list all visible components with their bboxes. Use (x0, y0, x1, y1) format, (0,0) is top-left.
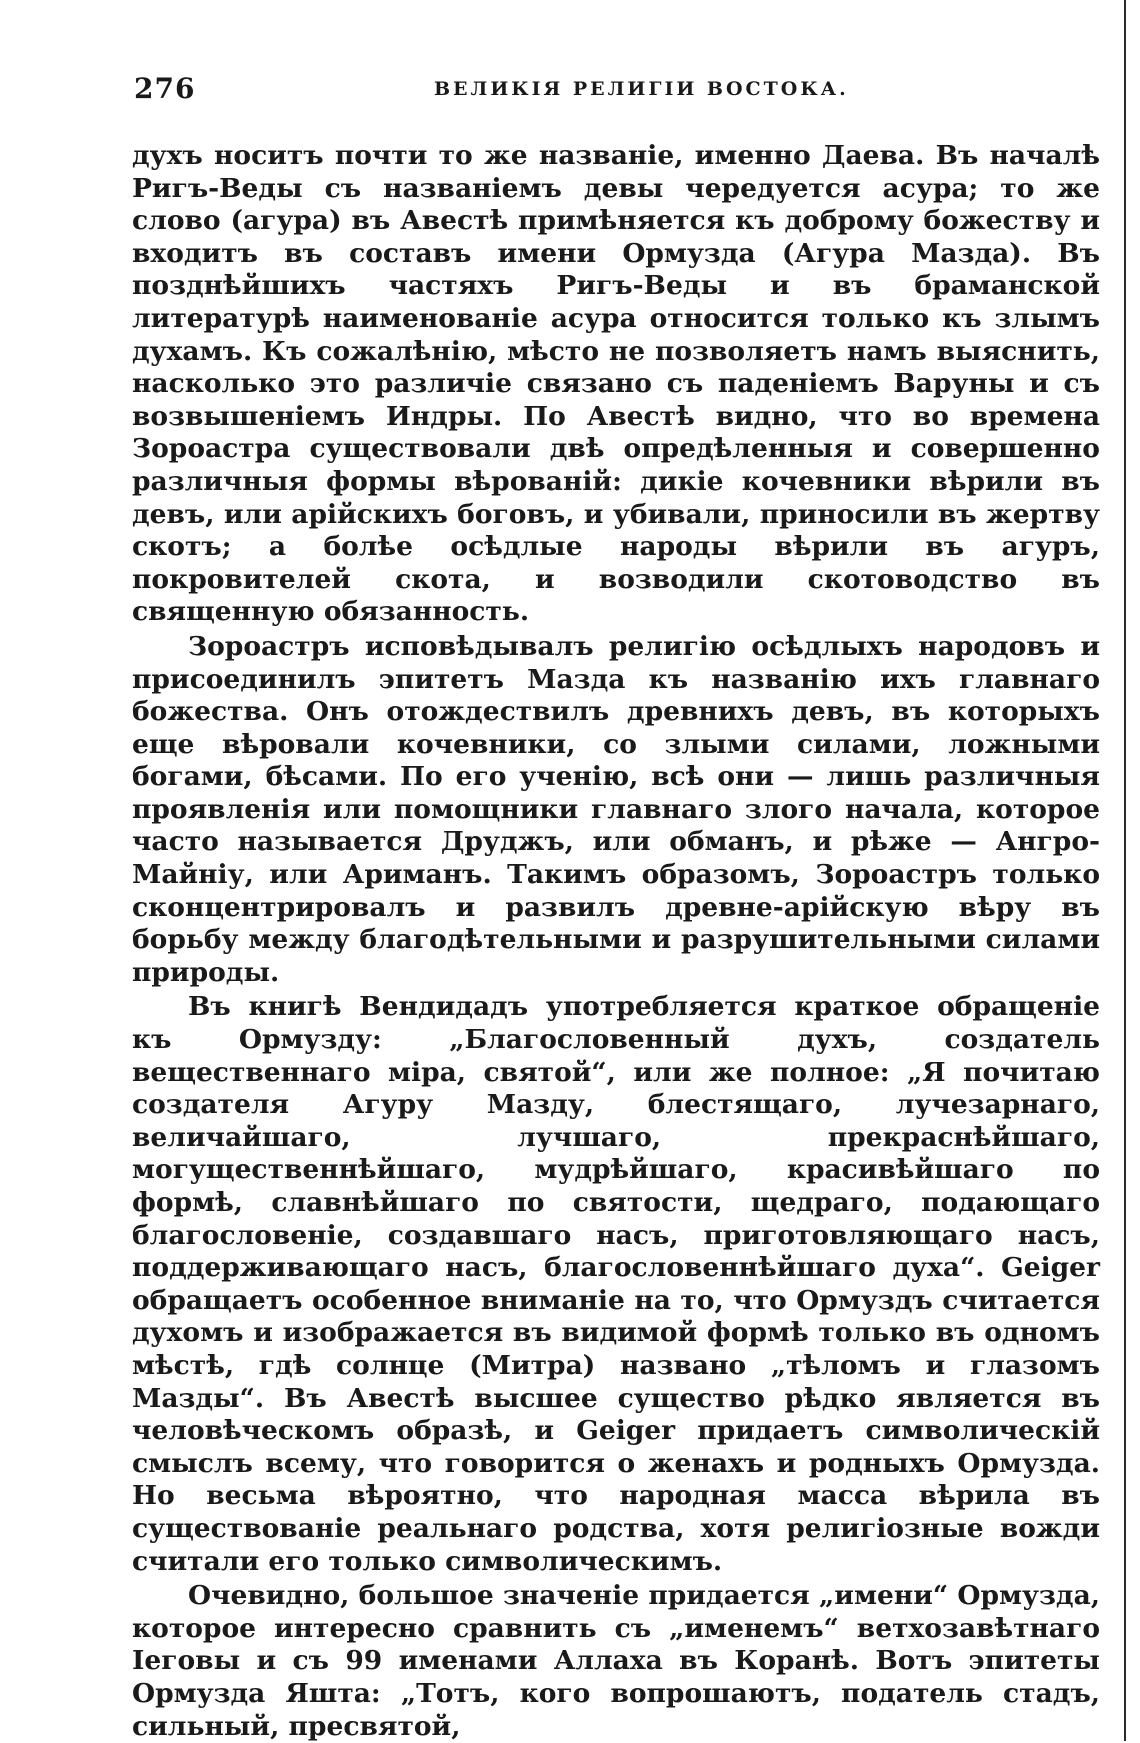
paragraph-3: Въ книгѣ Вендидадъ употребляется краткое обращеніе къ Ормузду: „Благословенный духъ, создатель вещественнаго міра, святой“, или же полное: „Я почитаю создателя Агуру Мазду, блестящаго, лучезарнаго, величайшаго, лучшаго, прекраснѣйшаго, могущественнѣйшаго, мудрѣйшаго, красивѣйшаго по формѣ, славнѣйшаго по святости, щедраго, подающаго благословеніе, создавшаго насъ, приготовляющаго насъ, поддерживающаго насъ, благословеннѣйшаго духа“. Geiger обращаетъ особенное вниманіе на то, что Ормуздъ считается духомъ и изображается въ видимой формѣ только въ одномъ мѣстѣ, гдѣ солнце (Митра) названо „тѣломъ и глазомъ Мазды“. Въ Авестѣ высшее существо рѣдко является въ человѣческомъ образѣ, и Geiger придаетъ символическій смыслъ всему, что говорится о женахъ и родныхъ Ормузда. Но весьма вѣроятно, что народная масса вѣрила въ существованіе реальнаго родства, хотя религіозные вожди считали его только символическимъ. (132, 991, 1100, 1577)
paragraph-1: духъ носитъ почти то же названіе, именно Даева. Въ началѣ Ригъ-Веды съ названіемъ девы чередуется асура; то же слово (агура) въ Авестѣ примѣняется къ доброму божеству и входитъ въ составъ имени Ормузда (Агура Мазда). Въ позднѣйшихъ частяхъ Ригъ-Веды и въ браманской литературѣ наименованіе асура относится только къ злымъ духамъ. Къ сожалѣнію, мѣсто не позволяетъ намъ выяснить, насколько это различіе связано съ паденіемъ Варуны и съ возвышеніемъ Индры. По Авестѣ видно, что во времена Зороастра существовали двѣ опредѣленныя и совершенно различныя формы вѣрованій: дикіе кочевники вѣрили въ девъ, или арійскихъ боговъ, и убивали, приносили въ жертву скотъ; а болѣе осѣдлые народы вѣрили въ агуръ, покровителей скота, и возводили скотоводство въ священную обязанность. (132, 140, 1100, 628)
page-number: 276 (134, 72, 196, 105)
running-title: ВЕЛИКІЯ РЕЛИГІИ ВОСТОКА. (434, 78, 849, 100)
paragraph-4: Очевидно, большое значеніе придается „имени“ Ормузда, которое интересно сравнить съ „именемъ“ ветхозавѣтнаго Іеговы и съ 99 именами Аллаха въ Коранѣ. Вотъ эпитеты Ормузда Яшта: „Тотъ, кого вопрошаютъ, податель стадъ, сильный, пресвятой, (132, 1580, 1100, 1742)
paragraph-2: Зороастръ исповѣдывалъ религію осѣдлыхъ народовъ и присоединилъ эпитетъ Мазда къ названію ихъ главнаго божества. Онъ отождествилъ древнихъ девъ, въ которыхъ еще вѣровали кочевники, со злыми силами, ложными богами, бѣсами. По его ученію, всѣ они — лишь различныя проявленія или помощники главнаго злого начала, которое часто называется Друджъ, или обманъ, и рѣже — Ангро-Майніу, или Ариманъ. Такимъ образомъ, Зороастръ только сконцентрировалъ и развилъ древне-арійскую вѣру въ борьбу между благодѣтельными и разрушительными силами природы. (132, 630, 1100, 988)
page-edge-line (1124, 0, 1126, 1741)
body-text (132, 140, 1100, 1743)
page-header (134, 72, 1094, 112)
